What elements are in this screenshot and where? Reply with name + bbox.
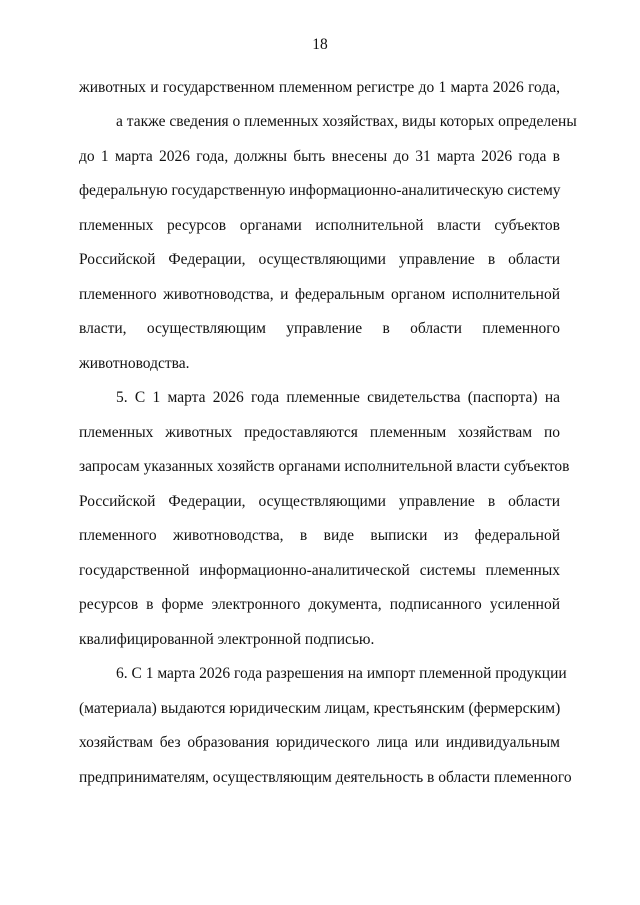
text-line: племенных животных предоставляются племенным хозяйствам по [79, 424, 560, 441]
text-line: квалифицированной электронной подписью. [79, 631, 375, 648]
paragraph-6-first-line: 6. С 1 марта 2026 года разрешения на импорт племенной продукции [116, 665, 567, 682]
text-line: Российской Федерации, осуществляющими управление в области [79, 493, 560, 510]
text-line: хозяйствам без образования юридического лица или индивидуальным [79, 734, 560, 751]
text-line: племенных ресурсов органами исполнительной власти субъектов [79, 217, 560, 234]
text-line: а также сведения о племенных хозяйствах, виды которых определены [116, 113, 577, 130]
text-line: запросам указанных хозяйств органами исполнительной власти субъектов [79, 458, 570, 475]
paragraph-5-first-line: 5. С 1 марта 2026 года племенные свидетельства (паспорта) на [116, 389, 560, 406]
text-line: племенного животноводства, в виде выписки из федеральной [79, 527, 560, 544]
text-line: Российской Федерации, осуществляющими управление в области [79, 251, 560, 268]
text-line: государственной информационно-аналитической системы племенных [79, 562, 560, 579]
page-number: 18 [312, 36, 328, 53]
text-line: животноводства. [79, 355, 190, 372]
text-line: животных и государственном племенном регистре до 1 марта 2026 года, [79, 79, 560, 96]
text-line: предпринимателям, осуществляющим деятельность в области племенного [79, 769, 572, 786]
text-line: ресурсов в форме электронного документа, подписанного усиленной [79, 596, 560, 613]
text-line: племенного животноводства, и федеральным органом исполнительной [79, 286, 560, 303]
text-line: федеральную государственную информационно-аналитическую систему [79, 182, 561, 199]
text-line: до 1 марта 2026 года, должны быть внесены до 31 марта 2026 года в [79, 148, 560, 165]
text-line: власти, осуществляющим управление в области племенного [79, 320, 560, 337]
text-line: (материала) выдаются юридическим лицам, крестьянским (фермерским) [79, 700, 561, 717]
